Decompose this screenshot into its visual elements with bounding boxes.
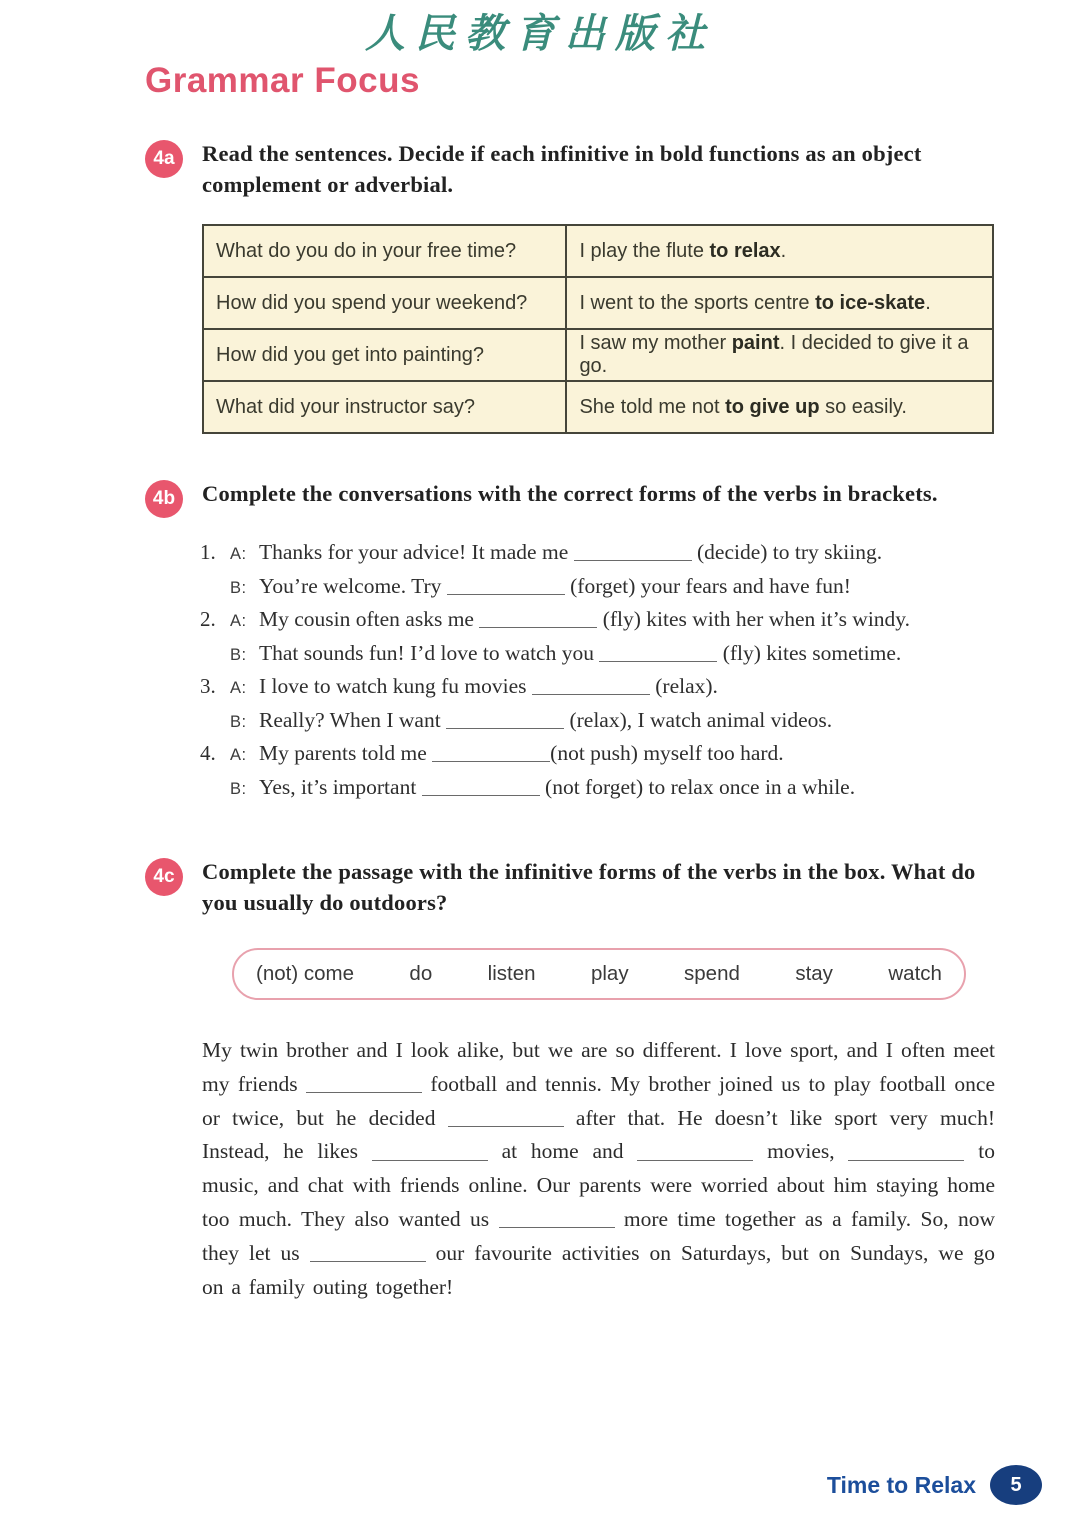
text-run: She told me not xyxy=(579,395,726,418)
speaker-label: B: xyxy=(230,578,247,597)
answer-cell xyxy=(566,329,993,381)
unit-title: Time to Relax xyxy=(826,1471,976,1498)
fill-in-blank xyxy=(637,1141,753,1160)
section-4a-header xyxy=(145,138,995,200)
question-cell: How did you spend your weekend? xyxy=(203,277,566,329)
conversation-text xyxy=(259,603,1000,637)
text-run: at home and xyxy=(487,1139,638,1164)
conversation-text xyxy=(259,637,1000,671)
section-4b-badge: 4b xyxy=(145,480,183,518)
fill-in-blank xyxy=(848,1141,964,1160)
word-box-item: play xyxy=(590,962,629,985)
text-run: Yes, it’s important xyxy=(259,774,422,799)
question-cell: How did you get into painting? xyxy=(203,329,566,381)
grammar-table-body xyxy=(203,225,993,433)
section-4a-instruction: Read the sentences. Decide if each infinitive in bold functions as an object complement or adverbial. xyxy=(202,141,922,197)
text-run: I saw my mother xyxy=(579,332,732,354)
fill-in-blank xyxy=(446,710,564,729)
text-run: to music, and chat with friends online. Our parents were worried about him staying home too much. They also wanted us xyxy=(202,1139,996,1231)
conversation-line xyxy=(200,603,1000,637)
section-4c-instruction: Complete the passage with the infinitive forms of the verbs in the box. What do you usually do outdoors? xyxy=(202,859,976,915)
conversation-line xyxy=(200,570,1000,604)
text-run: I play the flute xyxy=(579,239,710,262)
question-cell: What did your instructor say? xyxy=(203,381,566,433)
text-run: . xyxy=(925,291,931,314)
section-4b-instruction: Complete the conversations with the correct forms of the verbs in brackets. xyxy=(202,481,938,506)
fill-in-blank xyxy=(372,1141,488,1160)
text-run: (relax), I watch animal videos. xyxy=(564,707,833,732)
fill-in-blank xyxy=(479,609,597,628)
conversation-text xyxy=(259,570,1000,604)
conversation-line xyxy=(200,637,1000,671)
text-run: I love to watch kung fu movies xyxy=(259,674,532,698)
conversation-text xyxy=(259,536,1000,570)
conversation-text xyxy=(259,737,1000,771)
fill-in-blank xyxy=(310,1243,426,1262)
text-run: You’re welcome. Try xyxy=(259,573,447,598)
text-run: I went to the sports centre xyxy=(579,291,816,314)
text-run: more time together as a family. So, now they let us xyxy=(202,1206,995,1265)
publisher-logo: 人民教育出版社 xyxy=(365,10,715,57)
page-number-badge: 5 xyxy=(990,1465,1042,1505)
text-run: (relax). xyxy=(649,674,718,698)
text-run: My cousin often asks me xyxy=(259,607,480,631)
word-box-item: (not) come xyxy=(256,962,354,985)
conversation-line xyxy=(200,536,1000,570)
text-run: football and tennis. My brother joined us to play football once or twice, but he decided xyxy=(202,1071,996,1130)
text-run: (not forget) to relax once in a while. xyxy=(539,774,856,799)
speaker-label: A: xyxy=(230,746,247,764)
text-run: (decide) to try skiing. xyxy=(691,540,883,564)
bold-infinitive: to relax xyxy=(709,239,781,262)
word-box-item: do xyxy=(409,962,433,985)
speaker-label: A: xyxy=(230,679,247,697)
section-4b-header xyxy=(145,478,995,518)
text-run: (fly) kites sometime. xyxy=(717,640,902,665)
bold-infinitive: to ice-skate xyxy=(815,291,926,314)
speaker-label: B: xyxy=(230,645,247,664)
section-4c-header xyxy=(145,856,995,918)
word-box xyxy=(232,948,966,1000)
fill-in-blank xyxy=(574,542,692,561)
text-run: That sounds fun! I’d love to watch you xyxy=(259,640,600,665)
conversation-line xyxy=(200,670,1000,704)
fill-in-blank xyxy=(447,576,565,595)
conversation-line xyxy=(200,704,1000,738)
item-number: 3. xyxy=(200,674,216,698)
conversation-text xyxy=(259,670,1000,704)
bold-infinitive: paint xyxy=(731,332,780,354)
conversation-list xyxy=(200,536,1000,804)
conversation-line xyxy=(200,771,1000,805)
text-run: so easily. xyxy=(819,395,907,418)
fill-in-blank xyxy=(432,743,550,762)
conversation-text xyxy=(259,771,1000,805)
grammar-table xyxy=(202,224,994,434)
speaker-label: A: xyxy=(230,612,247,630)
fill-in-blank xyxy=(306,1074,422,1093)
speaker-label: B: xyxy=(230,779,247,798)
section-4c-badge: 4c xyxy=(145,858,183,896)
conversation-text xyxy=(259,704,1000,738)
word-box-item: watch xyxy=(888,962,942,985)
page-title: Grammar Focus xyxy=(145,61,420,100)
fill-in-blank xyxy=(532,676,650,695)
conversation-line xyxy=(200,737,1000,771)
table-row xyxy=(203,277,993,329)
text-run: Thanks for your advice! It made me xyxy=(259,540,574,564)
speaker-label: A: xyxy=(230,545,247,563)
answer-cell xyxy=(566,225,993,277)
text-run: My twin brother and I look alike, but we are so different. I love sport, and I often meet my friends xyxy=(202,1038,995,1096)
text-run: after that. He doesn’t like sport very much! Instead, he likes xyxy=(202,1105,995,1164)
text-run: our favourite activities on Saturdays, but on Sundays, we go on a family outing together! xyxy=(202,1240,996,1299)
bold-infinitive: to give up xyxy=(725,395,820,418)
table-row xyxy=(203,329,993,381)
text-run: (fly) kites with her when it’s windy. xyxy=(597,607,911,631)
text-run: (not push) myself too hard. xyxy=(550,741,784,765)
fill-in-blank xyxy=(448,1108,564,1127)
text-run: movies, xyxy=(753,1139,849,1164)
fill-in-blank xyxy=(599,643,717,662)
answer-cell xyxy=(566,277,993,329)
item-number: 2. xyxy=(200,607,216,631)
fill-in-blank xyxy=(499,1209,615,1228)
page-footer xyxy=(827,1465,1042,1505)
answer-cell xyxy=(566,381,993,433)
fill-in-blank xyxy=(422,777,540,796)
item-number: 4. xyxy=(200,741,216,765)
text-run: My parents told me xyxy=(259,741,433,765)
table-row xyxy=(203,225,993,277)
item-number: 1. xyxy=(200,540,216,564)
table-row xyxy=(203,381,993,433)
text-run: . xyxy=(780,239,787,262)
word-box-item: spend xyxy=(684,962,740,985)
speaker-label: B: xyxy=(230,712,247,731)
word-box-item: listen xyxy=(487,962,536,985)
text-run: . I decided to give it a go. xyxy=(579,332,969,377)
word-box-item: stay xyxy=(795,962,833,985)
text-run: Really? When I want xyxy=(259,707,447,732)
question-cell: What do you do in your free time? xyxy=(203,225,566,277)
section-4a-badge: 4a xyxy=(145,140,183,178)
passage xyxy=(202,1034,995,1304)
text-run: (forget) your fears and have fun! xyxy=(564,573,851,598)
